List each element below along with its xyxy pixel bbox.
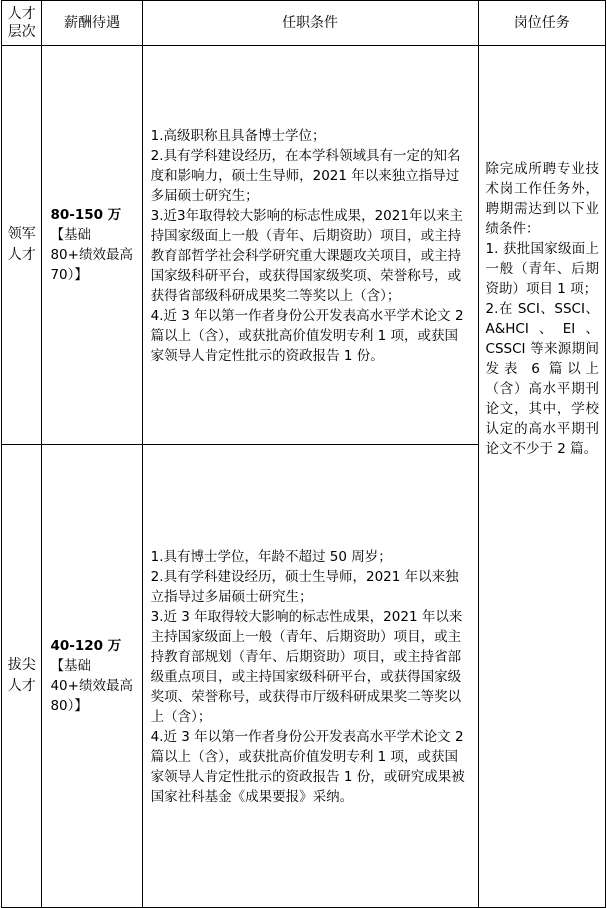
table-row bbox=[2, 46, 606, 445]
pay-detail: 【基础 80+绩效最高 70）】 bbox=[50, 227, 133, 283]
condition-item: 2.具有学科建设经历，硕士生导师，2021 年以来独立指导过多届硕士研究生； bbox=[150, 569, 459, 605]
level-line1: 拔尖 bbox=[7, 657, 36, 673]
condition-item: 4.近 3 年以第一作者身份公开发表高水平学术论文 2 篇以上（含），或获批高价值发明专利 1 项，或获国家领导人肯定性批示的资政报告 1 份，或研究成果被国家社科基金《成果要报》采纳。 bbox=[150, 729, 465, 805]
pay-range: 40-120 万 bbox=[50, 638, 122, 654]
pay-detail: 【基础 40+绩效最高 80）】 bbox=[50, 658, 133, 714]
header-level-line2: 层次 bbox=[7, 24, 36, 40]
level-cell bbox=[2, 445, 42, 908]
condition-item: 1.具有博士学位，年龄不超过 50 周岁； bbox=[150, 549, 392, 565]
header-tasks: 岗位任务 bbox=[478, 1, 605, 46]
level-line1: 领军 bbox=[7, 226, 36, 242]
condition-item: 2.具有学科建设经历，在本学科领域具有一定的知名度和影响力，硕士生导师，2021 年以来独立指导过多届硕士研究生； bbox=[150, 148, 461, 204]
level-line2: 人才 bbox=[7, 678, 36, 694]
condition-item: 3.近3年取得较大影响的标志性成果，2021年以来主持国家级面上一般（青年、后期资助）项目，或主持教育部哲学社会科学研究重大课题攻关项目，或主持国家级科研平台，或获得国家级奖项、荣誉称号，或获得省部级科研成果奖二等奖以上（含）； bbox=[150, 208, 463, 304]
talent-requirements-table bbox=[1, 0, 606, 908]
condition-item: 4.近 3 年以第一作者身份公开发表高水平学术论文 2 篇以上（含），或获批高价值发明专利 1 项，或获国家领导人肯定性批示的资政报告 1 份。 bbox=[150, 308, 464, 364]
header-pay: 薪酬待遇 bbox=[42, 1, 142, 46]
tasks-cell bbox=[478, 46, 605, 908]
pay-range: 80-150 万 bbox=[50, 207, 122, 223]
header-conditions: 任职条件 bbox=[142, 1, 478, 46]
level-line2: 人才 bbox=[7, 247, 36, 263]
pay-cell bbox=[42, 445, 142, 908]
condition-item: 1.高级职称且具备博士学位； bbox=[150, 128, 326, 144]
header-level-line1: 人才 bbox=[7, 6, 36, 22]
task-intro: 除完成所聘专业技术岗工作任务外，聘期需达到以下业绩条件： bbox=[485, 161, 599, 237]
header-level bbox=[2, 1, 42, 46]
condition-item: 3.近 3 年取得较大影响的标志性成果，2021 年以来主持国家级面上一般（青年、后期资助）项目，或主持教育部规划（青年、后期资助）项目，或主持省部级重点项目，或主持国家级科研平台，或获得国家级奖项、荣誉称号，或获得市厅级科研成果奖二等奖以上（含）； bbox=[150, 609, 463, 725]
level-cell bbox=[2, 46, 42, 445]
header-row bbox=[2, 1, 606, 46]
task-item: 2.在 SCI、SSCI、A&HCI、EI、CSSCI 等来源期间发表 6 篇以上（含）高水平期刊论文，其中，学校认定的高水平期刊论文不少于 2 篇。 bbox=[485, 301, 599, 457]
pay-cell bbox=[42, 46, 142, 445]
task-item: 1. 获批国家级面上一般（青年、后期资助）项目 1 项； bbox=[485, 241, 599, 297]
conditions-cell bbox=[142, 445, 478, 908]
conditions-cell bbox=[142, 46, 478, 445]
